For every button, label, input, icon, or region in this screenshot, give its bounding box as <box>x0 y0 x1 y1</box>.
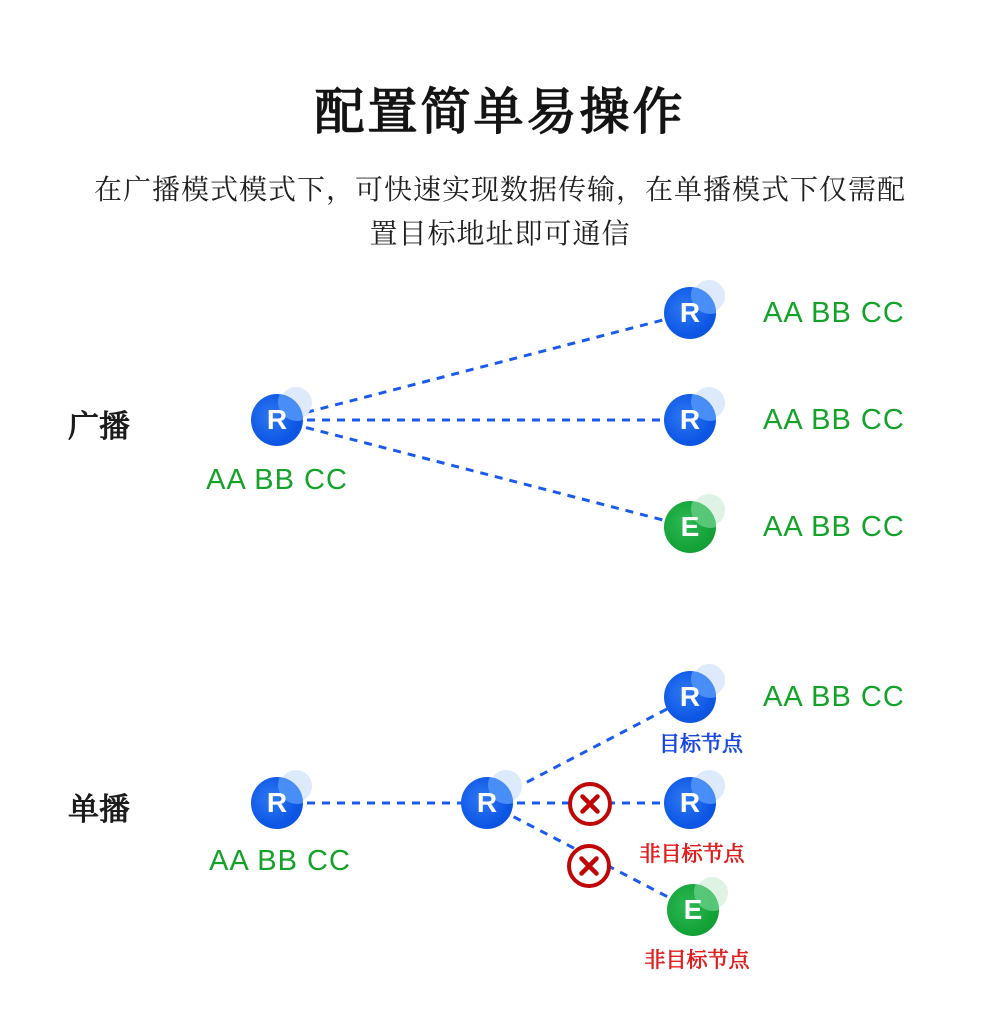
page-title: 配置简单易操作 <box>314 84 686 140</box>
broadcast-target-node-2 <box>664 394 716 446</box>
blocked-icon <box>567 781 613 827</box>
node-letter: R <box>266 787 288 818</box>
broadcast-source-address: AA BB CC <box>206 464 348 496</box>
broadcast-target-node-3 <box>664 501 716 553</box>
node-letter: R <box>266 404 288 435</box>
node-letter: R <box>679 404 701 435</box>
unicast-target-address: AA BB CC <box>763 681 905 713</box>
unicast-section-label: 单播 <box>68 792 130 827</box>
unicast-relay-node <box>461 777 513 829</box>
broadcast-target-node-1 <box>664 287 716 339</box>
broadcast-source-node <box>251 394 303 446</box>
node-letter: R <box>679 787 701 818</box>
unicast-nontarget-tag-2: 非目标节点 <box>644 949 750 972</box>
node-letter: E <box>683 894 703 925</box>
unicast-source-address: AA BB CC <box>209 845 351 877</box>
broadcast-target-address-2: AA BB CC <box>763 404 905 436</box>
unicast-nontarget-node-1 <box>664 777 716 829</box>
broadcast-target-address-3: AA BB CC <box>763 511 905 543</box>
unicast-source-node <box>251 777 303 829</box>
broadcast-line-top <box>277 313 690 420</box>
node-letter: E <box>680 511 700 542</box>
unicast-nontarget-node-2 <box>667 884 719 936</box>
broadcast-section-label: 广播 <box>68 409 130 444</box>
node-letter: R <box>679 681 701 712</box>
node-letter: R <box>476 787 498 818</box>
unicast-target-tag: 目标节点 <box>659 733 743 756</box>
broadcast-target-address-1: AA BB CC <box>763 297 905 329</box>
subtitle-line-1: 在广播模式模式下，可快速实现数据传输，在单播模式下仅需配 <box>93 174 906 205</box>
subtitle-line-2: 置目标地址即可通信 <box>369 218 631 249</box>
unicast-target-node <box>664 671 716 723</box>
unicast-nontarget-tag-1: 非目标节点 <box>639 843 745 866</box>
node-letter: R <box>679 297 701 328</box>
